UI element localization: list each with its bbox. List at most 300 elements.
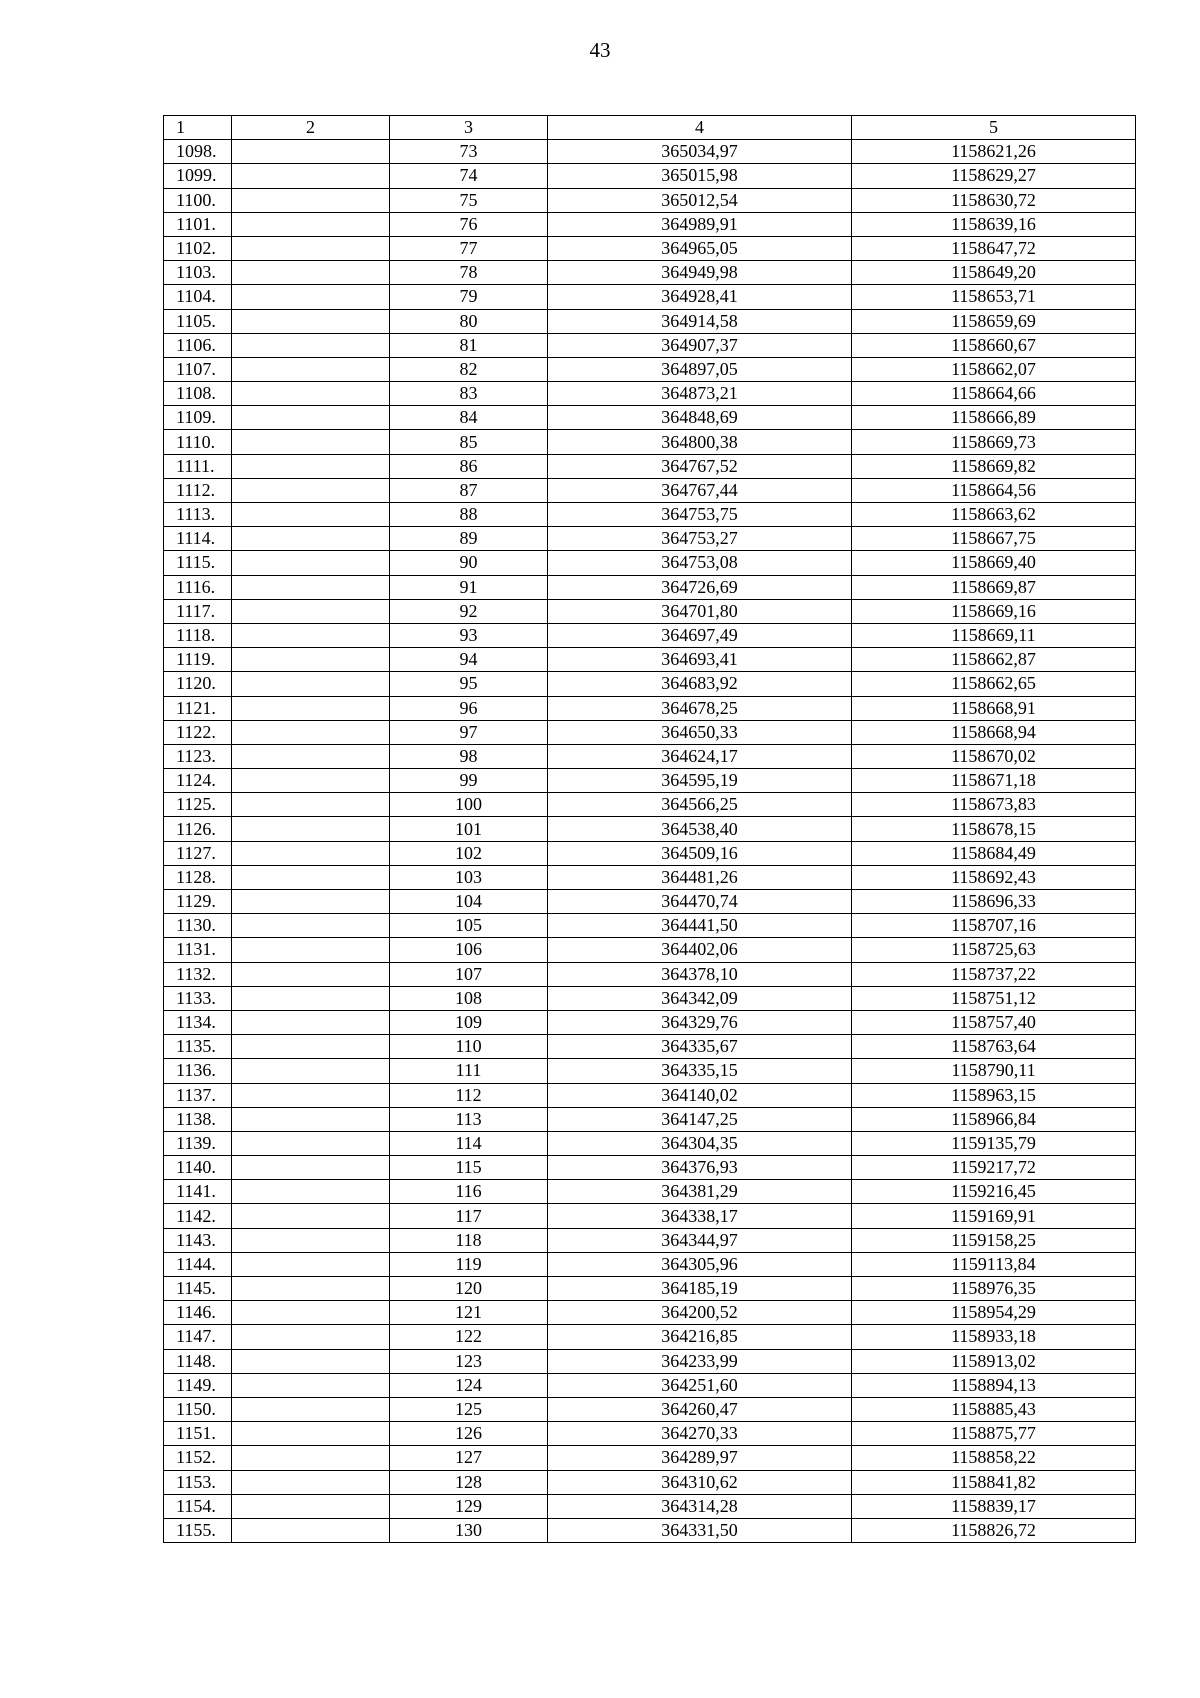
point-number-cell: 86 <box>390 454 548 478</box>
x-coordinate-cell: 364233,99 <box>548 1349 852 1373</box>
x-coordinate-cell: 364753,27 <box>548 527 852 551</box>
point-number-cell: 113 <box>390 1107 548 1131</box>
y-coordinate-cell: 1158670,02 <box>852 744 1136 768</box>
row-number-cell: 1141. <box>164 1180 232 1204</box>
table-row <box>164 672 1136 696</box>
table-row <box>164 406 1136 430</box>
row-number-cell: 1117. <box>164 599 232 623</box>
table-row <box>164 623 1136 647</box>
column-2-cell <box>232 261 390 285</box>
y-coordinate-cell: 1158669,16 <box>852 599 1136 623</box>
point-number-cell: 115 <box>390 1156 548 1180</box>
column-2-cell <box>232 1083 390 1107</box>
y-coordinate-cell: 1158669,73 <box>852 430 1136 454</box>
table-row <box>164 236 1136 260</box>
column-2-cell <box>232 503 390 527</box>
column-2-cell <box>232 1349 390 1373</box>
row-number-cell: 1106. <box>164 333 232 357</box>
point-number-cell: 80 <box>390 309 548 333</box>
x-coordinate-cell: 364441,50 <box>548 914 852 938</box>
y-coordinate-cell: 1158669,87 <box>852 575 1136 599</box>
x-coordinate-cell: 364376,93 <box>548 1156 852 1180</box>
point-number-cell: 81 <box>390 333 548 357</box>
x-coordinate-cell: 364538,40 <box>548 817 852 841</box>
y-coordinate-cell: 1158707,16 <box>852 914 1136 938</box>
x-coordinate-cell: 364481,26 <box>548 865 852 889</box>
y-coordinate-cell: 1158647,72 <box>852 236 1136 260</box>
point-number-cell: 117 <box>390 1204 548 1228</box>
row-number-cell: 1152. <box>164 1446 232 1470</box>
point-number-cell: 90 <box>390 551 548 575</box>
y-coordinate-cell: 1158667,75 <box>852 527 1136 551</box>
x-coordinate-cell: 364185,19 <box>548 1277 852 1301</box>
column-2-cell <box>232 1035 390 1059</box>
y-coordinate-cell: 1159158,25 <box>852 1228 1136 1252</box>
point-number-cell: 122 <box>390 1325 548 1349</box>
y-coordinate-cell: 1158684,49 <box>852 841 1136 865</box>
row-number-cell: 1148. <box>164 1349 232 1373</box>
column-2-cell <box>232 236 390 260</box>
column-2-cell <box>232 648 390 672</box>
column-2-cell <box>232 1107 390 1131</box>
row-number-cell: 1124. <box>164 769 232 793</box>
table-row <box>164 527 1136 551</box>
y-coordinate-cell: 1158659,69 <box>852 309 1136 333</box>
table-row <box>164 454 1136 478</box>
y-coordinate-cell: 1158763,64 <box>852 1035 1136 1059</box>
x-coordinate-cell: 364753,75 <box>548 503 852 527</box>
table-row <box>164 841 1136 865</box>
point-number-cell: 83 <box>390 382 548 406</box>
row-number-cell: 1110. <box>164 430 232 454</box>
column-header-5: 5 <box>852 116 1136 140</box>
table-row <box>164 357 1136 381</box>
y-coordinate-cell: 1158678,15 <box>852 817 1136 841</box>
y-coordinate-cell: 1158839,17 <box>852 1494 1136 1518</box>
column-header-4: 4 <box>548 116 852 140</box>
x-coordinate-cell: 364753,08 <box>548 551 852 575</box>
table-row <box>164 1373 1136 1397</box>
y-coordinate-cell: 1159169,91 <box>852 1204 1136 1228</box>
table-row <box>164 1277 1136 1301</box>
column-2-cell <box>232 914 390 938</box>
point-number-cell: 112 <box>390 1083 548 1107</box>
column-2-cell <box>232 1059 390 1083</box>
column-2-cell <box>232 962 390 986</box>
y-coordinate-cell: 1158669,40 <box>852 551 1136 575</box>
column-2-cell <box>232 527 390 551</box>
x-coordinate-cell: 365015,98 <box>548 164 852 188</box>
point-number-cell: 76 <box>390 212 548 236</box>
point-number-cell: 114 <box>390 1131 548 1155</box>
y-coordinate-cell: 1158737,22 <box>852 962 1136 986</box>
row-number-cell: 1100. <box>164 188 232 212</box>
y-coordinate-cell: 1158790,11 <box>852 1059 1136 1083</box>
column-2-cell <box>232 406 390 430</box>
point-number-cell: 74 <box>390 164 548 188</box>
row-number-cell: 1107. <box>164 357 232 381</box>
x-coordinate-cell: 364566,25 <box>548 793 852 817</box>
table-row <box>164 309 1136 333</box>
x-coordinate-cell: 364848,69 <box>548 406 852 430</box>
table-row <box>164 333 1136 357</box>
row-number-cell: 1135. <box>164 1035 232 1059</box>
point-number-cell: 77 <box>390 236 548 260</box>
y-coordinate-cell: 1158696,33 <box>852 890 1136 914</box>
row-number-cell: 1112. <box>164 478 232 502</box>
row-number-cell: 1111. <box>164 454 232 478</box>
point-number-cell: 119 <box>390 1252 548 1276</box>
table-row <box>164 1494 1136 1518</box>
point-number-cell: 75 <box>390 188 548 212</box>
row-number-cell: 1127. <box>164 841 232 865</box>
column-2-cell <box>232 333 390 357</box>
y-coordinate-cell: 1158757,40 <box>852 1010 1136 1034</box>
column-2-cell <box>232 1277 390 1301</box>
y-coordinate-cell: 1158662,87 <box>852 648 1136 672</box>
table-row <box>164 1180 1136 1204</box>
x-coordinate-cell: 364314,28 <box>548 1494 852 1518</box>
table-row <box>164 1228 1136 1252</box>
point-number-cell: 108 <box>390 986 548 1010</box>
column-header-1: 1 <box>164 116 232 140</box>
table-row <box>164 1131 1136 1155</box>
table-row <box>164 914 1136 938</box>
row-number-cell: 1101. <box>164 212 232 236</box>
row-number-cell: 1113. <box>164 503 232 527</box>
table-row <box>164 140 1136 164</box>
point-number-cell: 105 <box>390 914 548 938</box>
table-row <box>164 599 1136 623</box>
y-coordinate-cell: 1158933,18 <box>852 1325 1136 1349</box>
row-number-cell: 1128. <box>164 865 232 889</box>
y-coordinate-cell: 1158826,72 <box>852 1518 1136 1542</box>
row-number-cell: 1109. <box>164 406 232 430</box>
y-coordinate-cell: 1158649,20 <box>852 261 1136 285</box>
x-coordinate-cell: 364331,50 <box>548 1518 852 1542</box>
y-coordinate-cell: 1158692,43 <box>852 865 1136 889</box>
x-coordinate-cell: 364650,33 <box>548 720 852 744</box>
x-coordinate-cell: 364897,05 <box>548 357 852 381</box>
x-coordinate-cell: 364200,52 <box>548 1301 852 1325</box>
y-coordinate-cell: 1159216,45 <box>852 1180 1136 1204</box>
column-2-cell <box>232 1325 390 1349</box>
x-coordinate-cell: 364989,91 <box>548 212 852 236</box>
y-coordinate-cell: 1158660,67 <box>852 333 1136 357</box>
table-row <box>164 793 1136 817</box>
row-number-cell: 1119. <box>164 648 232 672</box>
y-coordinate-cell: 1158639,16 <box>852 212 1136 236</box>
table-row <box>164 865 1136 889</box>
x-coordinate-cell: 364310,62 <box>548 1470 852 1494</box>
column-2-cell <box>232 188 390 212</box>
table-row <box>164 1470 1136 1494</box>
column-2-cell <box>232 164 390 188</box>
x-coordinate-cell: 364693,41 <box>548 648 852 672</box>
column-2-cell <box>232 551 390 575</box>
row-number-cell: 1121. <box>164 696 232 720</box>
y-coordinate-cell: 1158664,56 <box>852 478 1136 502</box>
column-2-cell <box>232 890 390 914</box>
column-2-cell <box>232 1470 390 1494</box>
point-number-cell: 87 <box>390 478 548 502</box>
y-coordinate-cell: 1158913,02 <box>852 1349 1136 1373</box>
x-coordinate-cell: 364914,58 <box>548 309 852 333</box>
column-2-cell <box>232 865 390 889</box>
row-number-cell: 1114. <box>164 527 232 551</box>
x-coordinate-cell: 364260,47 <box>548 1397 852 1421</box>
column-2-cell <box>232 1180 390 1204</box>
table-row <box>164 430 1136 454</box>
y-coordinate-cell: 1158629,27 <box>852 164 1136 188</box>
point-number-cell: 103 <box>390 865 548 889</box>
table-row <box>164 1349 1136 1373</box>
column-2-cell <box>232 1204 390 1228</box>
x-coordinate-cell: 365012,54 <box>548 188 852 212</box>
table-row <box>164 938 1136 962</box>
point-number-cell: 91 <box>390 575 548 599</box>
x-coordinate-cell: 364381,29 <box>548 1180 852 1204</box>
row-number-cell: 1129. <box>164 890 232 914</box>
table-row <box>164 261 1136 285</box>
x-coordinate-cell: 364338,17 <box>548 1204 852 1228</box>
row-number-cell: 1104. <box>164 285 232 309</box>
table-row <box>164 648 1136 672</box>
point-number-cell: 73 <box>390 140 548 164</box>
point-number-cell: 129 <box>390 1494 548 1518</box>
row-number-cell: 1140. <box>164 1156 232 1180</box>
row-number-cell: 1138. <box>164 1107 232 1131</box>
table-row <box>164 478 1136 502</box>
table-row <box>164 744 1136 768</box>
point-number-cell: 118 <box>390 1228 548 1252</box>
column-2-cell <box>232 841 390 865</box>
row-number-cell: 1142. <box>164 1204 232 1228</box>
y-coordinate-cell: 1158841,82 <box>852 1470 1136 1494</box>
column-2-cell <box>232 720 390 744</box>
column-2-cell <box>232 212 390 236</box>
x-coordinate-cell: 364697,49 <box>548 623 852 647</box>
point-number-cell: 121 <box>390 1301 548 1325</box>
table-row <box>164 720 1136 744</box>
y-coordinate-cell: 1158668,91 <box>852 696 1136 720</box>
column-2-cell <box>232 1446 390 1470</box>
x-coordinate-cell: 364335,67 <box>548 1035 852 1059</box>
column-2-cell <box>232 1422 390 1446</box>
point-number-cell: 111 <box>390 1059 548 1083</box>
y-coordinate-cell: 1158875,77 <box>852 1422 1136 1446</box>
y-coordinate-cell: 1159135,79 <box>852 1131 1136 1155</box>
column-2-cell <box>232 1373 390 1397</box>
row-number-cell: 1145. <box>164 1277 232 1301</box>
x-coordinate-cell: 364595,19 <box>548 769 852 793</box>
point-number-cell: 95 <box>390 672 548 696</box>
y-coordinate-cell: 1159217,72 <box>852 1156 1136 1180</box>
x-coordinate-cell: 364907,37 <box>548 333 852 357</box>
point-number-cell: 124 <box>390 1373 548 1397</box>
row-number-cell: 1151. <box>164 1422 232 1446</box>
row-number-cell: 1143. <box>164 1228 232 1252</box>
y-coordinate-cell: 1158894,13 <box>852 1373 1136 1397</box>
table-row <box>164 1422 1136 1446</box>
y-coordinate-cell: 1158664,66 <box>852 382 1136 406</box>
table-row <box>164 285 1136 309</box>
point-number-cell: 89 <box>390 527 548 551</box>
table-row <box>164 1035 1136 1059</box>
column-2-cell <box>232 623 390 647</box>
table-row <box>164 769 1136 793</box>
x-coordinate-cell: 364726,69 <box>548 575 852 599</box>
row-number-cell: 1103. <box>164 261 232 285</box>
row-number-cell: 1099. <box>164 164 232 188</box>
table-row <box>164 164 1136 188</box>
x-coordinate-cell: 364928,41 <box>548 285 852 309</box>
table-row <box>164 1059 1136 1083</box>
y-coordinate-cell: 1158858,22 <box>852 1446 1136 1470</box>
y-coordinate-cell: 1158668,94 <box>852 720 1136 744</box>
x-coordinate-cell: 364509,16 <box>548 841 852 865</box>
point-number-cell: 88 <box>390 503 548 527</box>
table-row <box>164 575 1136 599</box>
column-2-cell <box>232 1228 390 1252</box>
point-number-cell: 127 <box>390 1446 548 1470</box>
row-number-cell: 1122. <box>164 720 232 744</box>
point-number-cell: 101 <box>390 817 548 841</box>
x-coordinate-cell: 364800,38 <box>548 430 852 454</box>
column-2-cell <box>232 1397 390 1421</box>
y-coordinate-cell: 1158751,12 <box>852 986 1136 1010</box>
x-coordinate-cell: 364470,74 <box>548 890 852 914</box>
x-coordinate-cell: 364873,21 <box>548 382 852 406</box>
x-coordinate-cell: 364329,76 <box>548 1010 852 1034</box>
x-coordinate-cell: 364305,96 <box>548 1252 852 1276</box>
column-2-cell <box>232 454 390 478</box>
point-number-cell: 104 <box>390 890 548 914</box>
column-header-3: 3 <box>390 116 548 140</box>
column-2-cell <box>232 430 390 454</box>
y-coordinate-cell: 1158966,84 <box>852 1107 1136 1131</box>
point-number-cell: 109 <box>390 1010 548 1034</box>
column-2-cell <box>232 817 390 841</box>
x-coordinate-cell: 364335,15 <box>548 1059 852 1083</box>
column-2-cell <box>232 140 390 164</box>
table-row <box>164 212 1136 236</box>
row-number-cell: 1118. <box>164 623 232 647</box>
x-coordinate-cell: 364216,85 <box>548 1325 852 1349</box>
x-coordinate-cell: 364767,44 <box>548 478 852 502</box>
table-row <box>164 1325 1136 1349</box>
point-number-cell: 125 <box>390 1397 548 1421</box>
row-number-cell: 1125. <box>164 793 232 817</box>
point-number-cell: 120 <box>390 1277 548 1301</box>
row-number-cell: 1120. <box>164 672 232 696</box>
point-number-cell: 130 <box>390 1518 548 1542</box>
x-coordinate-cell: 364949,98 <box>548 261 852 285</box>
row-number-cell: 1154. <box>164 1494 232 1518</box>
point-number-cell: 97 <box>390 720 548 744</box>
row-number-cell: 1105. <box>164 309 232 333</box>
point-number-cell: 98 <box>390 744 548 768</box>
x-coordinate-cell: 364140,02 <box>548 1083 852 1107</box>
row-number-cell: 1108. <box>164 382 232 406</box>
x-coordinate-cell: 364683,92 <box>548 672 852 696</box>
y-coordinate-cell: 1158673,83 <box>852 793 1136 817</box>
table-row <box>164 1010 1136 1034</box>
x-coordinate-cell: 364378,10 <box>548 962 852 986</box>
row-number-cell: 1150. <box>164 1397 232 1421</box>
row-number-cell: 1115. <box>164 551 232 575</box>
column-2-cell <box>232 382 390 406</box>
x-coordinate-cell: 364342,09 <box>548 986 852 1010</box>
y-coordinate-cell: 1158725,63 <box>852 938 1136 962</box>
row-number-cell: 1131. <box>164 938 232 962</box>
x-coordinate-cell: 364344,97 <box>548 1228 852 1252</box>
column-2-cell <box>232 1010 390 1034</box>
point-number-cell: 116 <box>390 1180 548 1204</box>
table-row <box>164 1107 1136 1131</box>
table-row <box>164 962 1136 986</box>
row-number-cell: 1155. <box>164 1518 232 1542</box>
y-coordinate-cell: 1158662,07 <box>852 357 1136 381</box>
point-number-cell: 99 <box>390 769 548 793</box>
table-row <box>164 1301 1136 1325</box>
table-body <box>164 140 1136 1543</box>
column-2-cell <box>232 1494 390 1518</box>
column-2-cell <box>232 744 390 768</box>
point-number-cell: 107 <box>390 962 548 986</box>
table-row <box>164 1446 1136 1470</box>
column-2-cell <box>232 672 390 696</box>
row-number-cell: 1126. <box>164 817 232 841</box>
column-2-cell <box>232 769 390 793</box>
point-number-cell: 82 <box>390 357 548 381</box>
row-number-cell: 1146. <box>164 1301 232 1325</box>
x-coordinate-cell: 364965,05 <box>548 236 852 260</box>
y-coordinate-cell: 1158621,26 <box>852 140 1136 164</box>
y-coordinate-cell: 1158653,71 <box>852 285 1136 309</box>
table-row <box>164 1204 1136 1228</box>
point-number-cell: 126 <box>390 1422 548 1446</box>
y-coordinate-cell: 1158976,35 <box>852 1277 1136 1301</box>
table-row <box>164 1083 1136 1107</box>
point-number-cell: 96 <box>390 696 548 720</box>
y-coordinate-cell: 1158663,62 <box>852 503 1136 527</box>
y-coordinate-cell: 1158954,29 <box>852 1301 1136 1325</box>
column-2-cell <box>232 1252 390 1276</box>
x-coordinate-cell: 364147,25 <box>548 1107 852 1131</box>
point-number-cell: 94 <box>390 648 548 672</box>
column-2-cell <box>232 285 390 309</box>
table-row <box>164 817 1136 841</box>
point-number-cell: 123 <box>390 1349 548 1373</box>
row-number-cell: 1116. <box>164 575 232 599</box>
row-number-cell: 1136. <box>164 1059 232 1083</box>
row-number-cell: 1147. <box>164 1325 232 1349</box>
column-2-cell <box>232 309 390 333</box>
column-2-cell <box>232 478 390 502</box>
column-2-cell <box>232 1131 390 1155</box>
y-coordinate-cell: 1159113,84 <box>852 1252 1136 1276</box>
y-coordinate-cell: 1158669,82 <box>852 454 1136 478</box>
table-row <box>164 503 1136 527</box>
x-coordinate-cell: 364304,35 <box>548 1131 852 1155</box>
page-number: 43 <box>589 38 611 62</box>
column-2-cell <box>232 575 390 599</box>
point-number-cell: 106 <box>390 938 548 962</box>
point-number-cell: 79 <box>390 285 548 309</box>
point-number-cell: 92 <box>390 599 548 623</box>
column-header-2: 2 <box>232 116 390 140</box>
